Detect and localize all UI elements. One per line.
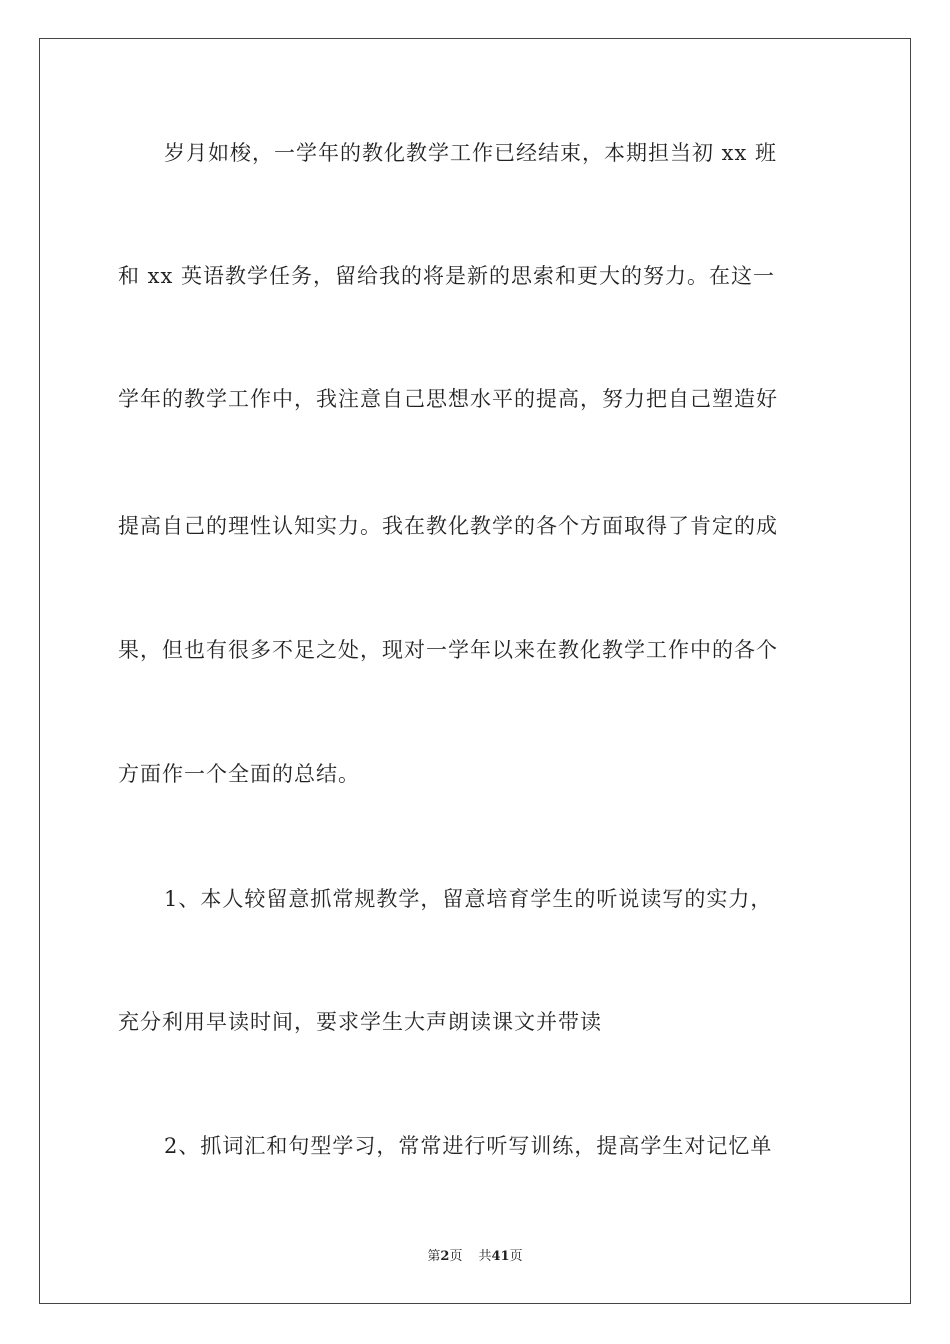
list-item-line: 1、本人较留意抓常规教学，留意培育学生的听说读写的实力， [164,887,773,911]
paragraph-line: 学年的教学工作中，我注意自己思想水平的提高，努力把自己塑造好 [118,387,778,411]
page-footer [0,1248,950,1266]
total-prefix: 共 [478,1249,492,1264]
page-suffix: 页 [449,1249,463,1264]
total-pages: 41 [491,1249,510,1264]
page-frame [39,38,911,1304]
paragraph-line: 岁月如梭，一学年的教化教学工作已经结束，本期担当初 xx 班 [164,141,778,165]
paragraph-line: 果，但也有很多不足之处，现对一学年以来在教化教学工作中的各个 [118,638,778,662]
paragraph-line: 和 xx 英语教学任务，留给我的将是新的思索和更大的努力。在这一 [118,264,776,288]
paragraph-line: 方面作一个全面的总结。 [118,762,360,786]
page-prefix: 第 [427,1249,441,1264]
total-suffix: 页 [509,1249,523,1264]
page-number: 2 [440,1249,450,1264]
paragraph-line: 提高自己的理性认知实力。我在教化教学的各个方面取得了肯定的成 [118,514,778,538]
list-item-line: 2、抓词汇和句型学习，常常进行听写训练，提高学生对记忆单 [164,1134,773,1158]
list-item-line: 充分利用早读时间，要求学生大声朗读课文并带读 [118,1010,602,1034]
